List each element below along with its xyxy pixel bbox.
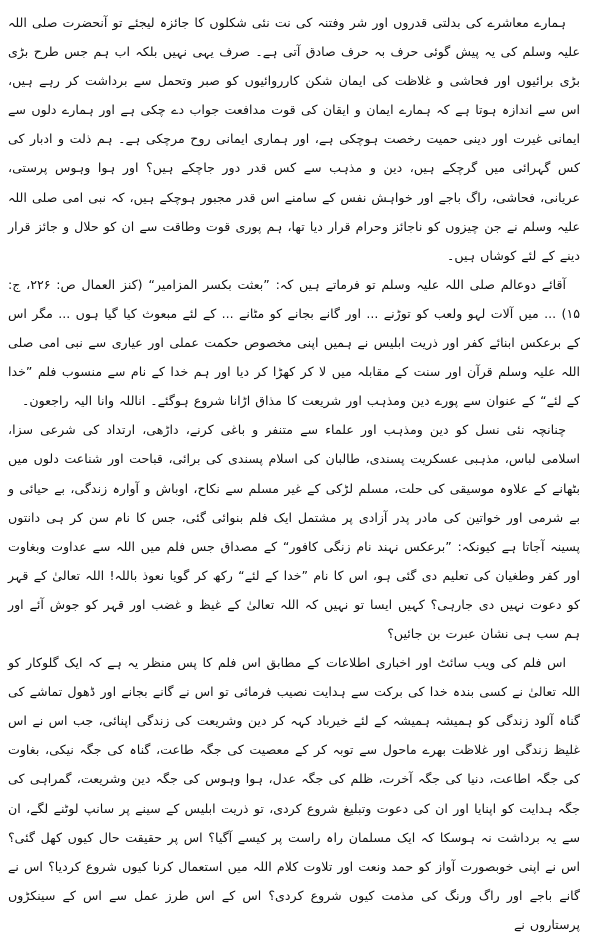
paragraph-3: چنانچہ نئی نسل کو دین ومذہب اور علماء سے متنفر و باغی کرنے، داڑھی، ارتداد کی شرعی سزا، اسلامی لباس، مذہبی عسکریت پسندی، طالبان کی اسلام پسندی کی برائی، قباحت اور شناعت دلوں میں بٹھانے کے علاوہ موسیقی کی حلت، مسلم لڑکی کے غیر مسلم سے نکاح، اوباش و آوارہ زندگی، بے حیائی و بے شرمی اور خواتین کی مادر پدر آزادی پر مشتمل ایک فلم بنوائی گئی، جس کا نام سن کر ہی دانتوں پسینہ آجاتا ہے کیونکہ: ”برعکس نہند نام زنگی کافور“ کے مصداق جس فلم میں اللہ سے عداوت وبغاوت اور کفر وطغیان کی تعلیم دی گئی ہو، اس کا نام ”خدا کے لئے“ رکھ کر گویا نعوذ باللہ! اللہ تعالیٰ کے قہر کو دعوت نہیں دی جارہی؟ کہیں ایسا تو نہیں کہ اللہ تعالیٰ کے غیظ و غضب اور قہر کو جوش آئے اور ہم سب ہی نشان عبرت بن جائیں؟	[8, 422, 580, 641]
paragraph-2: آقائے دوعالم صلی اللہ علیہ وسلم تو فرماتے ہیں کہ: ”بعثت بکسر المزامیر“ (کنز العمال ص: ۲۲۶، ج: ۱۵) ... میں آلات لہو ولعب کو توڑنے ... اور گانے بجانے کو مٹانے ... کے لئے مبعوث کیا گیا ہوں ... مگر اس کے برعکس ابنائے کفر اور ذریت ابلیس نے ہمیں اپنی مخصوص حکمت عملی اور عیاری سے نبی امی صلی اللہ علیہ وسلم قرآن اور سنت کے مقابلہ میں لا کر کھڑا کر دیا اور ہم خدا کے نام سے منسوب فلم ”خدا کے لئے“ کے عنوان سے پورے دین ومذہب اور شریعت کا مذاق اڑانا شروع ہوگئے۔ اناللہ وانا الیہ راجعون۔	[8, 276, 580, 409]
paragraph-1: ہمارے معاشرے کی بدلتی قدروں اور شر وفتنہ کی نت نئی شکلوں کا جائزہ لیجئے تو آنحضرت صلی اللہ علیہ وسلم کی یہ پیش گوئی حرف بہ حرف صادق آتی ہے۔ صرف یہی نہیں بلکہ اب ہم جس طرح بڑی بڑی برائیوں اور فحاشی و غلاظت کی ایمان شکن کارروائیوں کو صبر وتحمل سے برداشت کر رہے ہیں، اس سے اندازہ ہوتا ہے کہ ہمارے ایمان و ایقان کی قوت مدافعت جواب دے چکی ہے اور ہمارے دلوں سے ایمانی غیرت اور دینی حمیت رخصت ہوچکی ہے، اور ہماری ایمانی روح مرچکی ہے۔ ہم ذلت و ادبار کی کس گہرائی میں گرچکے ہیں، دین و مذہب سے کس قدر دور جاچکے ہیں؟ اور ہوا وہوس پرستی، عریانی، فحاشی، راگ باجے اور خواہش نفس کے سامنے اس قدر مجبور ہوچکے ہیں، کہ نبی امی صلی اللہ علیہ وسلم نے جن چیزوں کو ناجائز وحرام قرار دیا تھا، ہم پوری قوت وطاقت سے ان کو حلال و جائز قرار دینے کے لئے کوشاں ہیں۔	[8, 15, 580, 263]
paragraph-4: اس فلم کی ویب سائٹ اور اخباری اطلاعات کے مطابق اس فلم کا پس منظر یہ ہے کہ ایک گلوکار کو اللہ تعالیٰ نے کسی بندہ خدا کی برکت سے ہدایت نصیب فرمائی تو اس نے گانے بجانے اور ڈھول تماشے کی گناہ آلود زندگی کو ہمیشہ ہمیشہ کے لئے خیرباد کہہ کر دین وشریعت کی زندگی اپنائی، جب اس نے اس غلیظ زندگی اور غلاظت بھرے ماحول سے توبہ کر کے معصیت کی جگہ طاعت، گناہ کی جگہ نیکی، بغاوت کی جگہ اطاعت، دنیا کی جگہ آخرت، ظلم کی جگہ عدل، ہوا وہوس کی جگہ دین وشریعت، گمراہی کی جگہ ہدایت کو اپنایا اور ان کی دعوت وتبلیغ شروع کردی، تو ذریت ابلیس کے سینے پر سانپ لوٹنے لگے، ان سے یہ برداشت نہ ہوسکا کہ ایک مسلمان راہ راست پر کیسے آگیا؟ اس پر حقیقت حال کیوں کھل گئی؟ اس نے اپنی خوبصورت آواز کو حمد ونعت اور تلاوت کلام اللہ میں استعمال کرنا کیوں شروع کردیا؟ اس نے گانے باجے اور راگ ورنگ کی مذمت کیوں شروع کردی؟ اس کے اس طرز عمل سے اس کے سینکڑوں پرستاروں نے	[8, 655, 580, 932]
